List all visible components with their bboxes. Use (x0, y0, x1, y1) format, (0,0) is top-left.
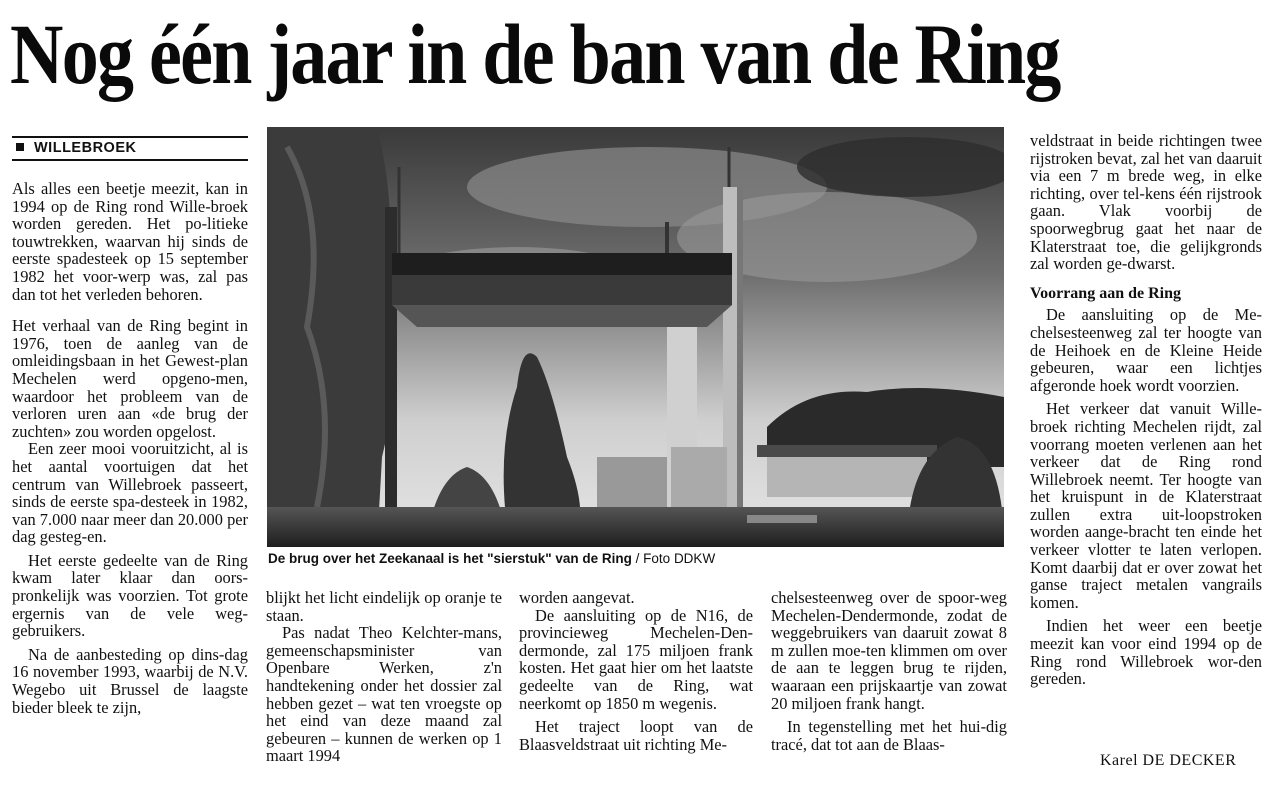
paragraph: Indien het weer een beetje meezit kan voor eind 1994 op de Ring rond Willebroek wor-den gereden. (1030, 616, 1262, 689)
paragraph: De aansluiting op de N16, de provincieweg Mechelen-Den-dermonde, zal 175 miljoen frank kosten. Het gaat hier om het laatste gedeelte van de Ring, wat neerkomt op 1850 m wegenis. (519, 605, 753, 713)
paragraph: Na de aanbesteding op dins-dag 16 november 1993, waarbij de N.V. Wegebo uit Brussel de laagste bieder bleek te zijn, (12, 644, 248, 717)
column-1 (12, 180, 248, 716)
byline: Karel DE DECKER (1100, 752, 1237, 769)
paragraph: In tegenstelling met het hui-dig tracé, dat tot aan de Blaas- (771, 717, 1007, 754)
photo-caption (268, 551, 1008, 566)
paragraph: Pas nadat Theo Kelchter-mans, gemeenschapsminister van Openbare Werken, z'n handtekening onder het dossier zal hebben gezet – wat ten vroegste op het eind van deze maand zal gebeuren – kunnen de werken op 1 maart 1994 (266, 623, 502, 766)
paragraph: veldstraat in beide richtingen twee rijstroken bevat, zal het van daaruit via een 7 m brede weg, in elke richting, over tel-kens één rijstrook gaan. Vlak voorbij de spoorwegbrug gaat het naar de Klaterstraat toe, die gelijkgronds zal worden ge-dwarst. (1030, 131, 1262, 274)
kicker-label: WILLEBROEK (34, 140, 137, 156)
column-4 (771, 589, 1007, 753)
paragraph: Het traject loopt van de Blaasveldstraat uit richting Me- (519, 717, 753, 754)
paragraph: blijkt het licht eindelijk op oranje te staan. (266, 588, 502, 625)
column-2 (266, 589, 502, 765)
headline: Nog één jaar in de ban van de Ring (10, 6, 1060, 102)
bridge-photo (267, 127, 1004, 547)
section-kicker (12, 136, 248, 161)
lead-paragraph: Als alles een beetje meezit, kan in 1994 op de Ring rond Wille-broek worden gereden. Het po-litieke touwtrekken, waarvan hij sinds de eerste spadesteek op 15 september 1982 het voor-werp was, zal pas dan tot het verleden behoren. (12, 179, 248, 304)
bridge-image (267, 127, 1004, 547)
paragraph: worden aangevat. (519, 588, 635, 607)
paragraph: Een zeer mooi vooruitzicht, al is het aantal voortuigen dat het centrum van Willebroek passeert, sinds de eerste spa-desteek in 1982, van 7.000 naar meer dan 20.000 per dag gesteg-en. (12, 439, 248, 547)
column-5 (1030, 132, 1262, 688)
paragraph: chelsesteenweg over de spoor-weg Mechelen-Dendermonde, zodat de weggebruikers van daaruit zowat 8 m zullen moe-ten klimmen om over de aan te leggen brug te rijden, waaraan een prijskaartje van zowat 20 miljoen frank hangt. (771, 588, 1007, 713)
paragraph: Het verkeer dat vanuit Wille-broek richting Mechelen rijdt, zal voorrang moeten verlenen aan het verkeer dat de Ring rond Willebroek neemt. Ter hoogte van het kruispunt in de Klaterstraat zullen extra uit-loopstroken worden aange-bracht ten einde het verkeer vlotter te laten verlopen. Komt daarbij dat er over zowat het ganse traject metalen vangrails komen. (1030, 399, 1262, 612)
square-bullet-icon (16, 143, 24, 151)
paragraph: De aansluiting op de Me-chelsesteenweg zal ter hoogte van de Heihoek en de Kleine Heide gebeuren, waar een lichtjes afgeronde hoek wordt voorzien. (1030, 305, 1262, 395)
caption-text: De brug over het Zeekanaal is het "sierstuk" van de Ring (268, 551, 632, 566)
subheading: Voorrang aan de Ring (1030, 284, 1181, 302)
paragraph: Het eerste gedeelte van de Ring kwam later klaar dan oors-pronkelijk was voorzien. Tot grote ergernis van de vele weg-gebruikers. (12, 550, 248, 641)
photo-credit: / Foto DDKW (631, 551, 716, 566)
column-3 (519, 589, 753, 753)
paragraph: Het verhaal van de Ring begint in 1976, toen de aanleg van de omleidingsbaan in het Gewest-plan Mechelen werd opgeno-men, waardoor het probleem van de verloren uren aan «de brug der zuchten» zou worden opgelost. (12, 316, 248, 441)
